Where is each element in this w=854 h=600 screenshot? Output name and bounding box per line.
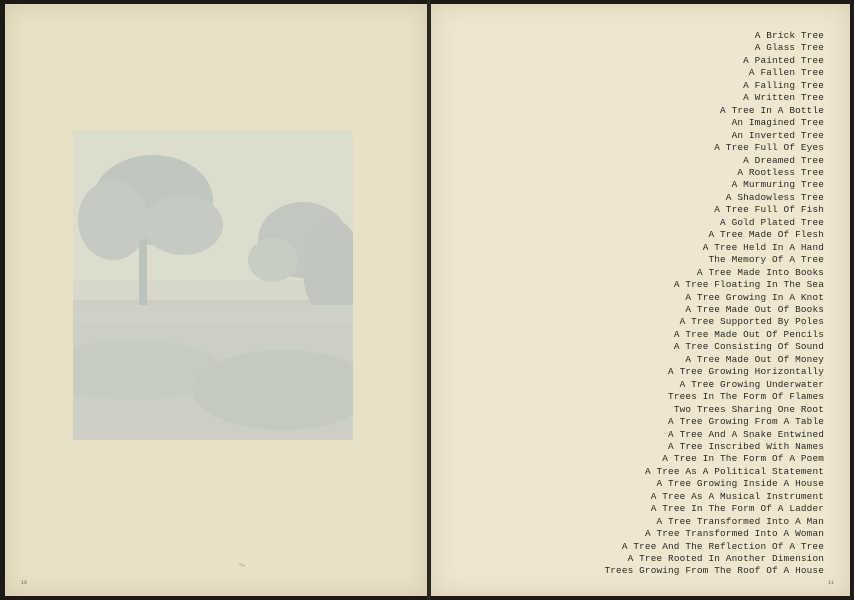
tree-title-item: A Tree Growing Horizontally — [668, 366, 824, 378]
tree-title-item: The Memory Of A Tree — [708, 254, 824, 266]
right-page — [431, 4, 850, 596]
tree-title-item: A Tree Transformed Into A Man — [656, 515, 824, 527]
tree-title-item: A Tree And The Reflection Of A Tree — [621, 540, 824, 552]
page-number-right: 11 — [827, 580, 834, 586]
tree-title-item: A Tree As A Political Statement — [644, 465, 824, 477]
paper-mark — [239, 563, 245, 567]
tree-title-item: A Dreamed Tree — [743, 154, 824, 166]
tree-title-item: A Tree Full Of Fish — [714, 204, 824, 216]
tree-title-item: A Tree As A Musical Instrument — [650, 490, 824, 502]
tree-title-list — [605, 30, 825, 578]
tree-title-item: A Shadowless Tree — [725, 191, 824, 203]
tree-title-item: A Tree Consisting Of Sound — [673, 341, 824, 353]
tree-title-item: A Tree Growing From A Table — [668, 416, 824, 428]
tree-title-item: A Tree Growing Inside A House — [656, 478, 824, 490]
tree-title-item: A Fallen Tree — [748, 67, 824, 79]
tree-title-item: A Brick Tree — [754, 30, 824, 41]
tree-title-item: A Painted Tree — [743, 54, 824, 66]
tree-title-item: Trees In The Form Of Flames — [668, 391, 824, 403]
tree-title-item: A Tree Supported By Poles — [679, 316, 824, 328]
tree-title-item: A Tree Full Of Eyes — [714, 142, 824, 154]
tree-title-item: A Tree In The Form Of A Ladder — [650, 503, 824, 515]
tree-title-item: A Rootless Tree — [737, 166, 824, 178]
tree-title-item: A Tree Growing In A Knot — [685, 291, 824, 303]
page-number-left: 10 — [21, 580, 28, 586]
tree-title-item: A Tree Inscribed With Names — [668, 440, 824, 452]
tree-title-item: A Tree Rooted In Another Dimension — [627, 553, 824, 565]
tree-title-item: A Glass Tree — [754, 42, 824, 54]
tree-title-item: A Tree Growing Underwater — [679, 378, 824, 390]
tree-title-item: A Tree Made Out Of Books — [685, 303, 824, 315]
tree-title-item: An Inverted Tree — [731, 129, 824, 141]
tree-title-item: A Tree Made Into Books — [696, 266, 824, 278]
tree-title-item: A Tree Made Out Of Pencils — [673, 328, 824, 340]
tree-title-item: A Tree Held In A Hand — [702, 241, 824, 253]
tree-title-item: A Tree And A Snake Entwined — [668, 428, 824, 440]
faded-landscape-photo — [73, 130, 353, 440]
tree-title-item: A Tree Made Out Of Money — [685, 353, 824, 365]
tree-title-item: A Written Tree — [743, 92, 824, 104]
tree-title-item: Trees Growing From The Roof Of A House — [604, 565, 824, 577]
tree-title-item: A Falling Tree — [743, 79, 824, 91]
tree-title-item: A Gold Plated Tree — [720, 216, 824, 228]
tree-title-item: A Tree Transformed Into A Woman — [644, 528, 824, 540]
tree-title-item: A Murmuring Tree — [731, 179, 824, 191]
tree-title-item: An Imagined Tree — [731, 117, 824, 129]
tree-title-item: Two Trees Sharing One Root — [673, 403, 824, 415]
left-page — [5, 4, 427, 596]
tree-title-item: A Tree In A Bottle — [720, 104, 824, 116]
tree-title-item: A Tree Floating In The Sea — [673, 279, 824, 291]
tree-title-item: A Tree In The Form Of A Poem — [662, 453, 824, 465]
tree-title-item: A Tree Made Of Flesh — [708, 229, 824, 241]
